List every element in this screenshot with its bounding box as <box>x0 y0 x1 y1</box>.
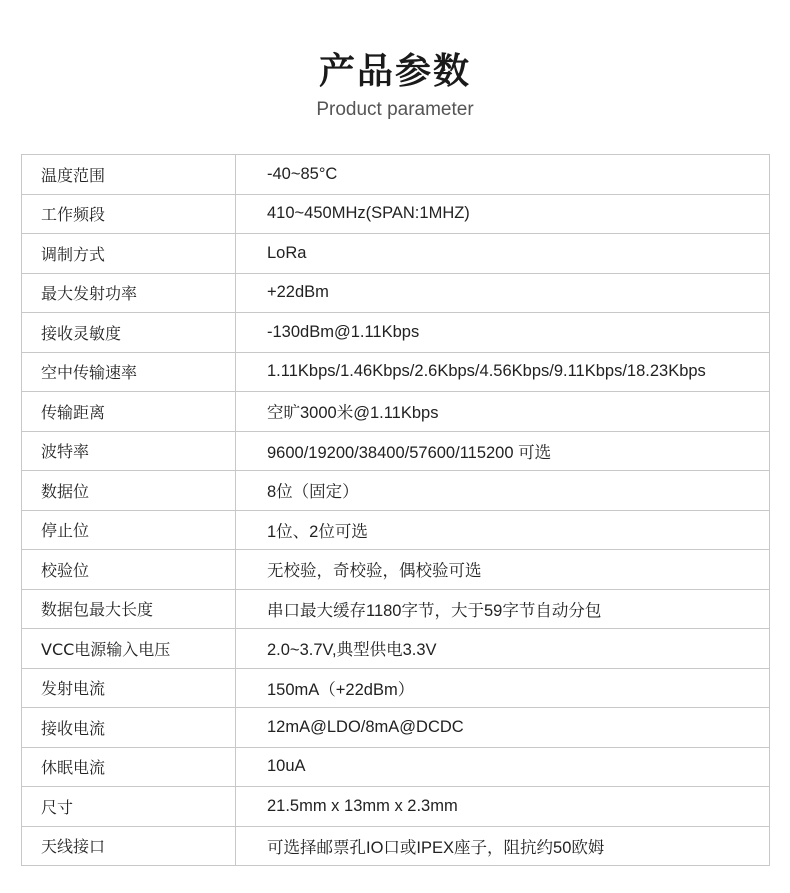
param-value: -40~85°C <box>236 155 770 195</box>
param-value: 150mA（+22dBm） <box>236 668 770 708</box>
table-row <box>22 431 770 471</box>
table-row <box>22 708 770 748</box>
table-row <box>22 510 770 550</box>
table-row <box>22 471 770 511</box>
param-value: 21.5mm x 13mm x 2.3mm <box>236 787 770 827</box>
table-row <box>22 194 770 234</box>
page-title: 产品参数 <box>318 51 471 92</box>
table-row <box>22 155 770 195</box>
param-value: 12mA@LDO/8mA@DCDC <box>236 708 770 748</box>
param-label: 休眠电流 <box>22 747 236 787</box>
param-value: 8位（固定） <box>236 471 770 511</box>
table-row <box>22 787 770 827</box>
page-subtitle: Product parameter <box>316 99 474 120</box>
param-label: 数据包最大长度 <box>22 589 236 629</box>
param-label: 数据位 <box>22 471 236 511</box>
param-label: 调制方式 <box>22 234 236 274</box>
param-label: 尺寸 <box>22 787 236 827</box>
param-value: 串口最大缓存1180字节，大于59字节自动分包 <box>236 589 770 629</box>
table-row <box>22 273 770 313</box>
table-row <box>22 550 770 590</box>
param-value: 9600/19200/38400/57600/115200 可选 <box>236 431 770 471</box>
param-label: 天线接口 <box>22 826 236 866</box>
param-label: 接收电流 <box>22 708 236 748</box>
table-row <box>22 313 770 353</box>
param-value: 1.11Kbps/1.46Kbps/2.6Kbps/4.56Kbps/9.11Kbps/18.23Kbps <box>236 352 770 392</box>
param-value: +22dBm <box>236 273 770 313</box>
param-label: 校验位 <box>22 550 236 590</box>
table-row <box>22 747 770 787</box>
param-value: 2.0~3.7V,典型供电3.3V <box>236 629 770 669</box>
param-label: 波特率 <box>22 431 236 471</box>
param-label: 接收灵敏度 <box>22 313 236 353</box>
param-value: 10uA <box>236 747 770 787</box>
table-row <box>22 629 770 669</box>
param-label: VCC电源输入电压 <box>22 629 236 669</box>
param-label: 发射电流 <box>22 668 236 708</box>
param-value: -130dBm@1.11Kbps <box>236 313 770 353</box>
param-label: 传输距离 <box>22 392 236 432</box>
param-value: 410~450MHz(SPAN:1MHZ) <box>236 194 770 234</box>
table-row <box>22 234 770 274</box>
param-label: 工作频段 <box>22 194 236 234</box>
table-row <box>22 826 770 866</box>
param-label: 空中传输速率 <box>22 352 236 392</box>
param-value: LoRa <box>236 234 770 274</box>
param-value: 空旷3000米@1.11Kbps <box>236 392 770 432</box>
param-value: 无校验，奇校验，偶校验可选 <box>236 550 770 590</box>
param-value: 可选择邮票孔IO口或IPEX座子，阻抗约50欧姆 <box>236 826 770 866</box>
param-value: 1位、2位可选 <box>236 510 770 550</box>
table-row <box>22 589 770 629</box>
param-label: 温度范围 <box>22 155 236 195</box>
parameter-table <box>21 154 770 866</box>
table-row <box>22 392 770 432</box>
table-row <box>22 352 770 392</box>
param-label: 最大发射功率 <box>22 273 236 313</box>
table-row <box>22 668 770 708</box>
param-label: 停止位 <box>22 510 236 550</box>
